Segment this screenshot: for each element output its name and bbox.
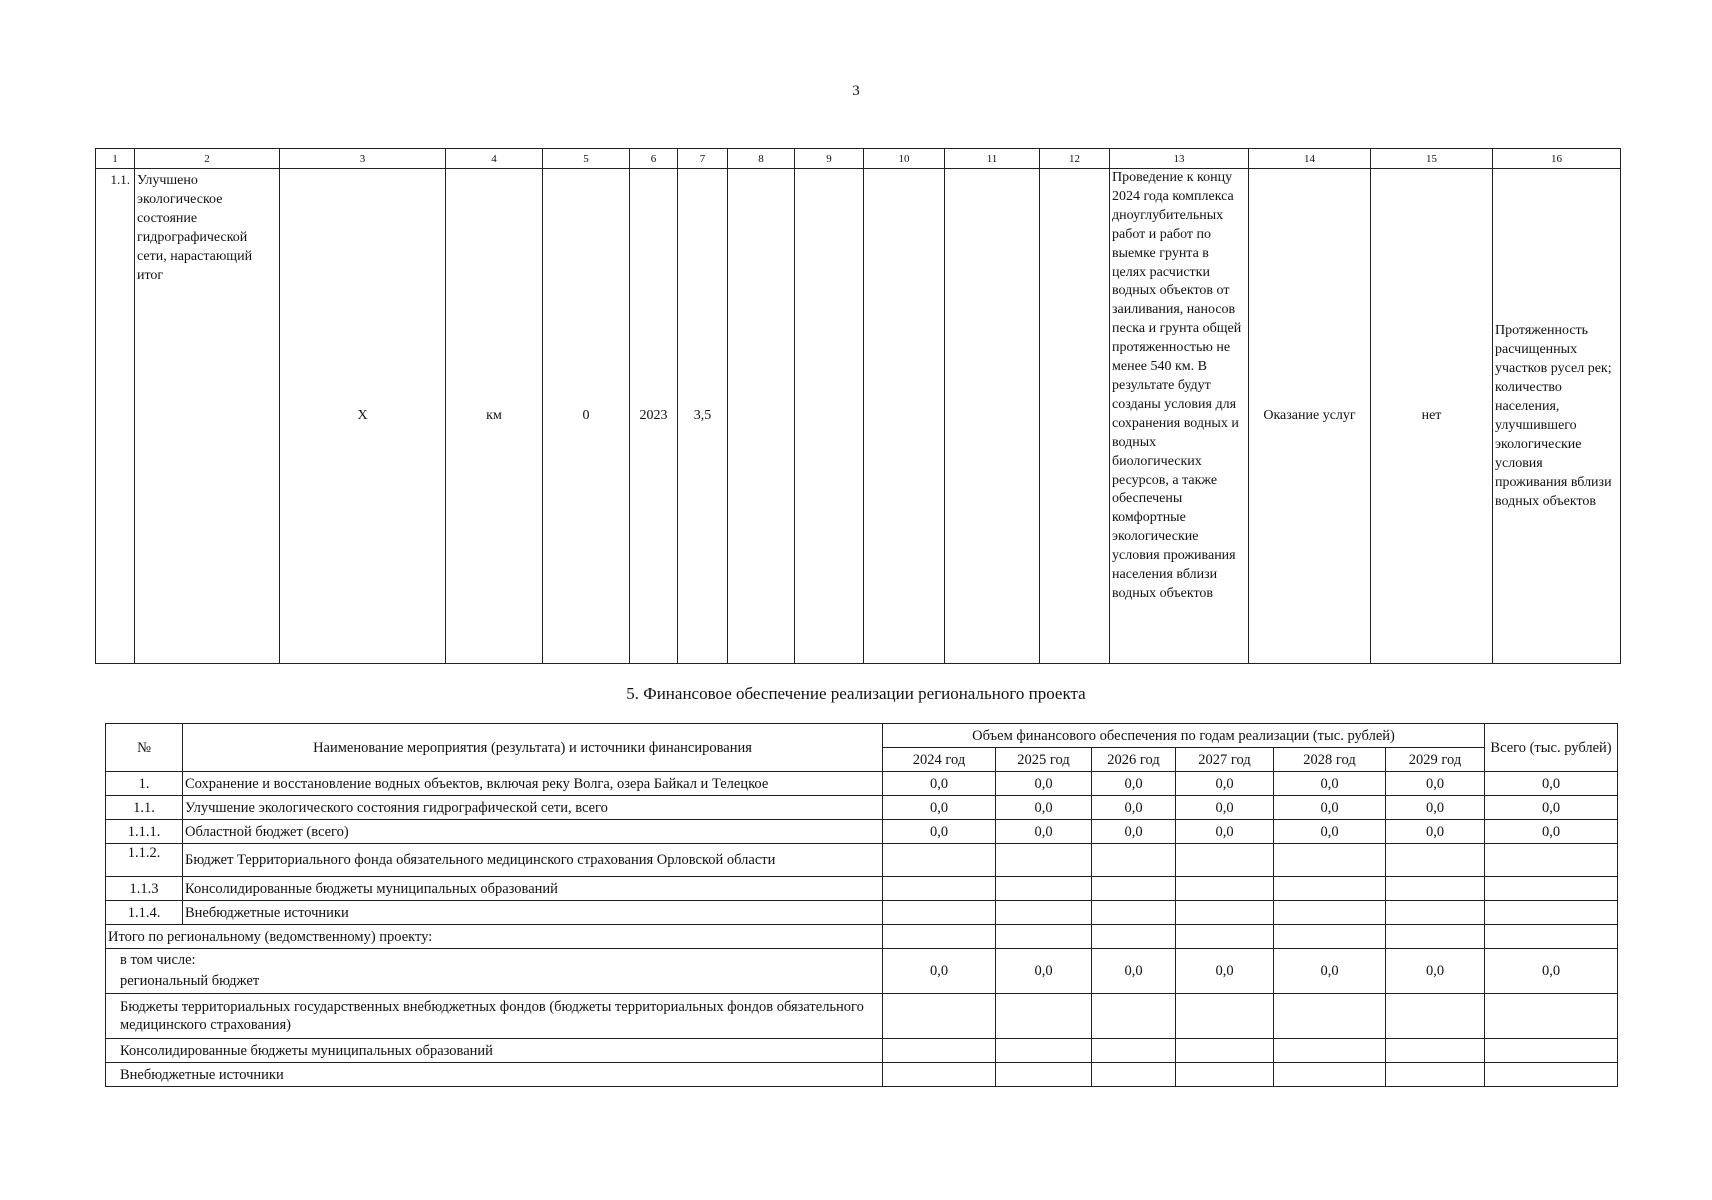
- extra-budget-label: Внебюджетные источники: [106, 1063, 883, 1087]
- description-cell: Проведение к концу 2024 года комплекса дноуглубительных работ и работ по выемке грунта в целях расчистки водных объектов от заиливания, наносов песка и грунта общей протяженностью не менее 540 км. В результате будут созданы условия для сохранения водных и водных биологических ресурсов, а также обеспечены комфортные экологические условия проживания населения вблизи водных объектов: [1110, 169, 1249, 664]
- year-header: 2027 год: [1176, 748, 1274, 772]
- value-cell: 0,0: [1386, 772, 1485, 796]
- row-number: 1.: [106, 772, 183, 796]
- table-row: [106, 844, 1618, 877]
- empty-cell: [1274, 844, 1386, 877]
- empty-cell: [1092, 901, 1176, 925]
- empty-cell: [1274, 1039, 1386, 1063]
- row-name: Сохранение и восстановление водных объектов, включая реку Волга, озера Байкал и Телецкое: [183, 772, 883, 796]
- empty-cell: [1485, 1063, 1618, 1087]
- total-cell: 0,0: [1485, 796, 1618, 820]
- empty-cell: [1176, 1063, 1274, 1087]
- value-cell: 0,0: [1092, 820, 1176, 844]
- empty-cell: [1092, 925, 1176, 949]
- value-cell: 0,0: [1274, 772, 1386, 796]
- empty-cell: [1274, 877, 1386, 901]
- col-number: 8: [728, 149, 795, 169]
- indicator-name: Улучшено экологическое состояние гидрографической сети, нарастающий итог: [135, 169, 280, 664]
- table-row: [106, 877, 1618, 901]
- level-cell: X: [280, 169, 446, 664]
- empty-cell: [1274, 1063, 1386, 1087]
- total-cell: 0,0: [1485, 820, 1618, 844]
- col-number: 16: [1493, 149, 1621, 169]
- empty-cell: [883, 925, 996, 949]
- empty-cell: [883, 994, 996, 1039]
- empty-cell: [1274, 994, 1386, 1039]
- section-title: 5. Финансовое обеспечение реализации регионального проекта: [626, 684, 1086, 703]
- header-row: [106, 724, 1618, 748]
- empty-cell: [1040, 169, 1110, 664]
- empty-cell: [1485, 877, 1618, 901]
- col-number: 10: [864, 149, 945, 169]
- value-cell: 0,0: [996, 820, 1092, 844]
- financing-table: [105, 723, 1618, 1087]
- table-row: [106, 796, 1618, 820]
- value-cell: 0,0: [1092, 796, 1176, 820]
- including-label: в том числе:: [120, 952, 196, 968]
- empty-cell: [883, 844, 996, 877]
- indicators-table: [95, 148, 1621, 664]
- empty-cell: [996, 925, 1092, 949]
- col-number: 2: [135, 149, 280, 169]
- value-cell: 0,0: [996, 949, 1092, 994]
- row-name: Консолидированные бюджеты муниципальных образований: [183, 877, 883, 901]
- base-year-cell: 2023: [630, 169, 678, 664]
- value-cell: 0,0: [1176, 772, 1274, 796]
- col-number: 12: [1040, 149, 1110, 169]
- value-cell: 0,0: [996, 772, 1092, 796]
- target-value-cell: 3,5: [678, 169, 728, 664]
- value-cell: 0,0: [1386, 949, 1485, 994]
- year-header: 2029 год: [1386, 748, 1485, 772]
- empty-cell: [1176, 925, 1274, 949]
- col-number: 7: [678, 149, 728, 169]
- value-cell: 0,0: [1274, 796, 1386, 820]
- empty-cell: [728, 169, 795, 664]
- empty-cell: [1092, 877, 1176, 901]
- indicator-row: [96, 169, 1621, 664]
- tfoms-row: [106, 994, 1618, 1039]
- total-cell: 0,0: [1485, 949, 1618, 994]
- row-number: 1.1.4.: [106, 901, 183, 925]
- regional-label: региональный бюджет: [120, 973, 260, 989]
- empty-cell: [883, 1063, 996, 1087]
- col-number: 4: [446, 149, 543, 169]
- total-label: Итого по региональному (ведомственному) проекту:: [106, 925, 883, 949]
- empty-cell: [1386, 925, 1485, 949]
- regional-budget-label: [106, 949, 883, 994]
- total-cell: 0,0: [1485, 772, 1618, 796]
- row-name: Областной бюджет (всего): [183, 820, 883, 844]
- unit-cell: км: [446, 169, 543, 664]
- value-cell: 0,0: [1386, 820, 1485, 844]
- value-cell: 0,0: [1092, 949, 1176, 994]
- empty-cell: [1386, 1039, 1485, 1063]
- empty-cell: [1386, 844, 1485, 877]
- base-value-cell: 0: [543, 169, 630, 664]
- column-number-row: [96, 149, 1621, 169]
- empty-cell: [996, 844, 1092, 877]
- empty-cell: [996, 994, 1092, 1039]
- value-cell: 0,0: [1092, 772, 1176, 796]
- empty-cell: [1386, 994, 1485, 1039]
- empty-cell: [996, 1063, 1092, 1087]
- regional-budget-row: [106, 949, 1618, 994]
- empty-cell: [996, 901, 1092, 925]
- row-number: 1.1.: [106, 796, 183, 820]
- empty-cell: [1485, 994, 1618, 1039]
- value-cell: 0,0: [1274, 949, 1386, 994]
- empty-cell: [1485, 1039, 1618, 1063]
- col-number: 5: [543, 149, 630, 169]
- empty-cell: [1386, 1063, 1485, 1087]
- table-row: [106, 901, 1618, 925]
- value-cell: 0,0: [1176, 820, 1274, 844]
- flag-cell: нет: [1371, 169, 1493, 664]
- year-header: 2028 год: [1274, 748, 1386, 772]
- empty-cell: [864, 169, 945, 664]
- type-cell: Оказание услуг: [1249, 169, 1371, 664]
- empty-cell: [795, 169, 864, 664]
- col-number: 15: [1371, 149, 1493, 169]
- total-row: [106, 925, 1618, 949]
- col-number: 6: [630, 149, 678, 169]
- empty-cell: [1092, 1063, 1176, 1087]
- value-cell: 0,0: [1176, 949, 1274, 994]
- characteristic-cell: Протяженность расчищенных участков русел рек; количество населения, улучшившего экологические условия проживания вблизи водных объектов: [1493, 169, 1621, 664]
- consolidated-row: [106, 1039, 1618, 1063]
- empty-cell: [1485, 925, 1618, 949]
- row-name: Внебюджетные источники: [183, 901, 883, 925]
- table-row: [106, 772, 1618, 796]
- value-cell: 0,0: [883, 772, 996, 796]
- empty-cell: [1386, 877, 1485, 901]
- row-name: Улучшение экологического состояния гидрографической сети, всего: [183, 796, 883, 820]
- col-number: 13: [1110, 149, 1249, 169]
- empty-cell: [1485, 901, 1618, 925]
- empty-cell: [1092, 1039, 1176, 1063]
- page-number: 3: [852, 83, 860, 99]
- table-row: [106, 820, 1618, 844]
- row-number: 1.1.: [96, 169, 135, 664]
- value-cell: 0,0: [1386, 796, 1485, 820]
- empty-cell: [1274, 901, 1386, 925]
- row-number: 1.1.2.: [106, 844, 183, 877]
- value-cell: 0,0: [996, 796, 1092, 820]
- value-cell: 0,0: [883, 796, 996, 820]
- row-name: Бюджет Территориального фонда обязательного медицинского страхования Орловской области: [183, 844, 883, 877]
- empty-cell: [883, 1039, 996, 1063]
- value-cell: 0,0: [1176, 796, 1274, 820]
- tfoms-label: Бюджеты территориальных государственных внебюджетных фондов (бюджеты территориальных фондов обязательного медицинского страхования): [106, 994, 883, 1039]
- header-volume: Объем финансового обеспечения по годам реализации (тыс. рублей): [883, 724, 1485, 748]
- header-total: Всего (тыс. рублей): [1485, 724, 1618, 772]
- empty-cell: [945, 169, 1040, 664]
- empty-cell: [1485, 844, 1618, 877]
- consolidated-label: Консолидированные бюджеты муниципальных образований: [106, 1039, 883, 1063]
- empty-cell: [1176, 1039, 1274, 1063]
- empty-cell: [1386, 901, 1485, 925]
- row-number: 1.1.1.: [106, 820, 183, 844]
- header-name: Наименование мероприятия (результата) и источники финансирования: [183, 724, 883, 772]
- year-header: 2025 год: [996, 748, 1092, 772]
- extra-budget-row: [106, 1063, 1618, 1087]
- value-cell: 0,0: [883, 949, 996, 994]
- header-number: №: [106, 724, 183, 772]
- empty-cell: [1092, 844, 1176, 877]
- year-header: 2026 год: [1092, 748, 1176, 772]
- value-cell: 0,0: [883, 820, 996, 844]
- empty-cell: [1274, 925, 1386, 949]
- year-header: 2024 год: [883, 748, 996, 772]
- col-number: 3: [280, 149, 446, 169]
- empty-cell: [1092, 994, 1176, 1039]
- col-number: 1: [96, 149, 135, 169]
- row-number: 1.1.3: [106, 877, 183, 901]
- empty-cell: [996, 877, 1092, 901]
- empty-cell: [1176, 994, 1274, 1039]
- empty-cell: [883, 877, 996, 901]
- empty-cell: [996, 1039, 1092, 1063]
- empty-cell: [1176, 877, 1274, 901]
- empty-cell: [1176, 844, 1274, 877]
- col-number: 9: [795, 149, 864, 169]
- value-cell: 0,0: [1274, 820, 1386, 844]
- col-number: 14: [1249, 149, 1371, 169]
- empty-cell: [1176, 901, 1274, 925]
- empty-cell: [883, 901, 996, 925]
- col-number: 11: [945, 149, 1040, 169]
